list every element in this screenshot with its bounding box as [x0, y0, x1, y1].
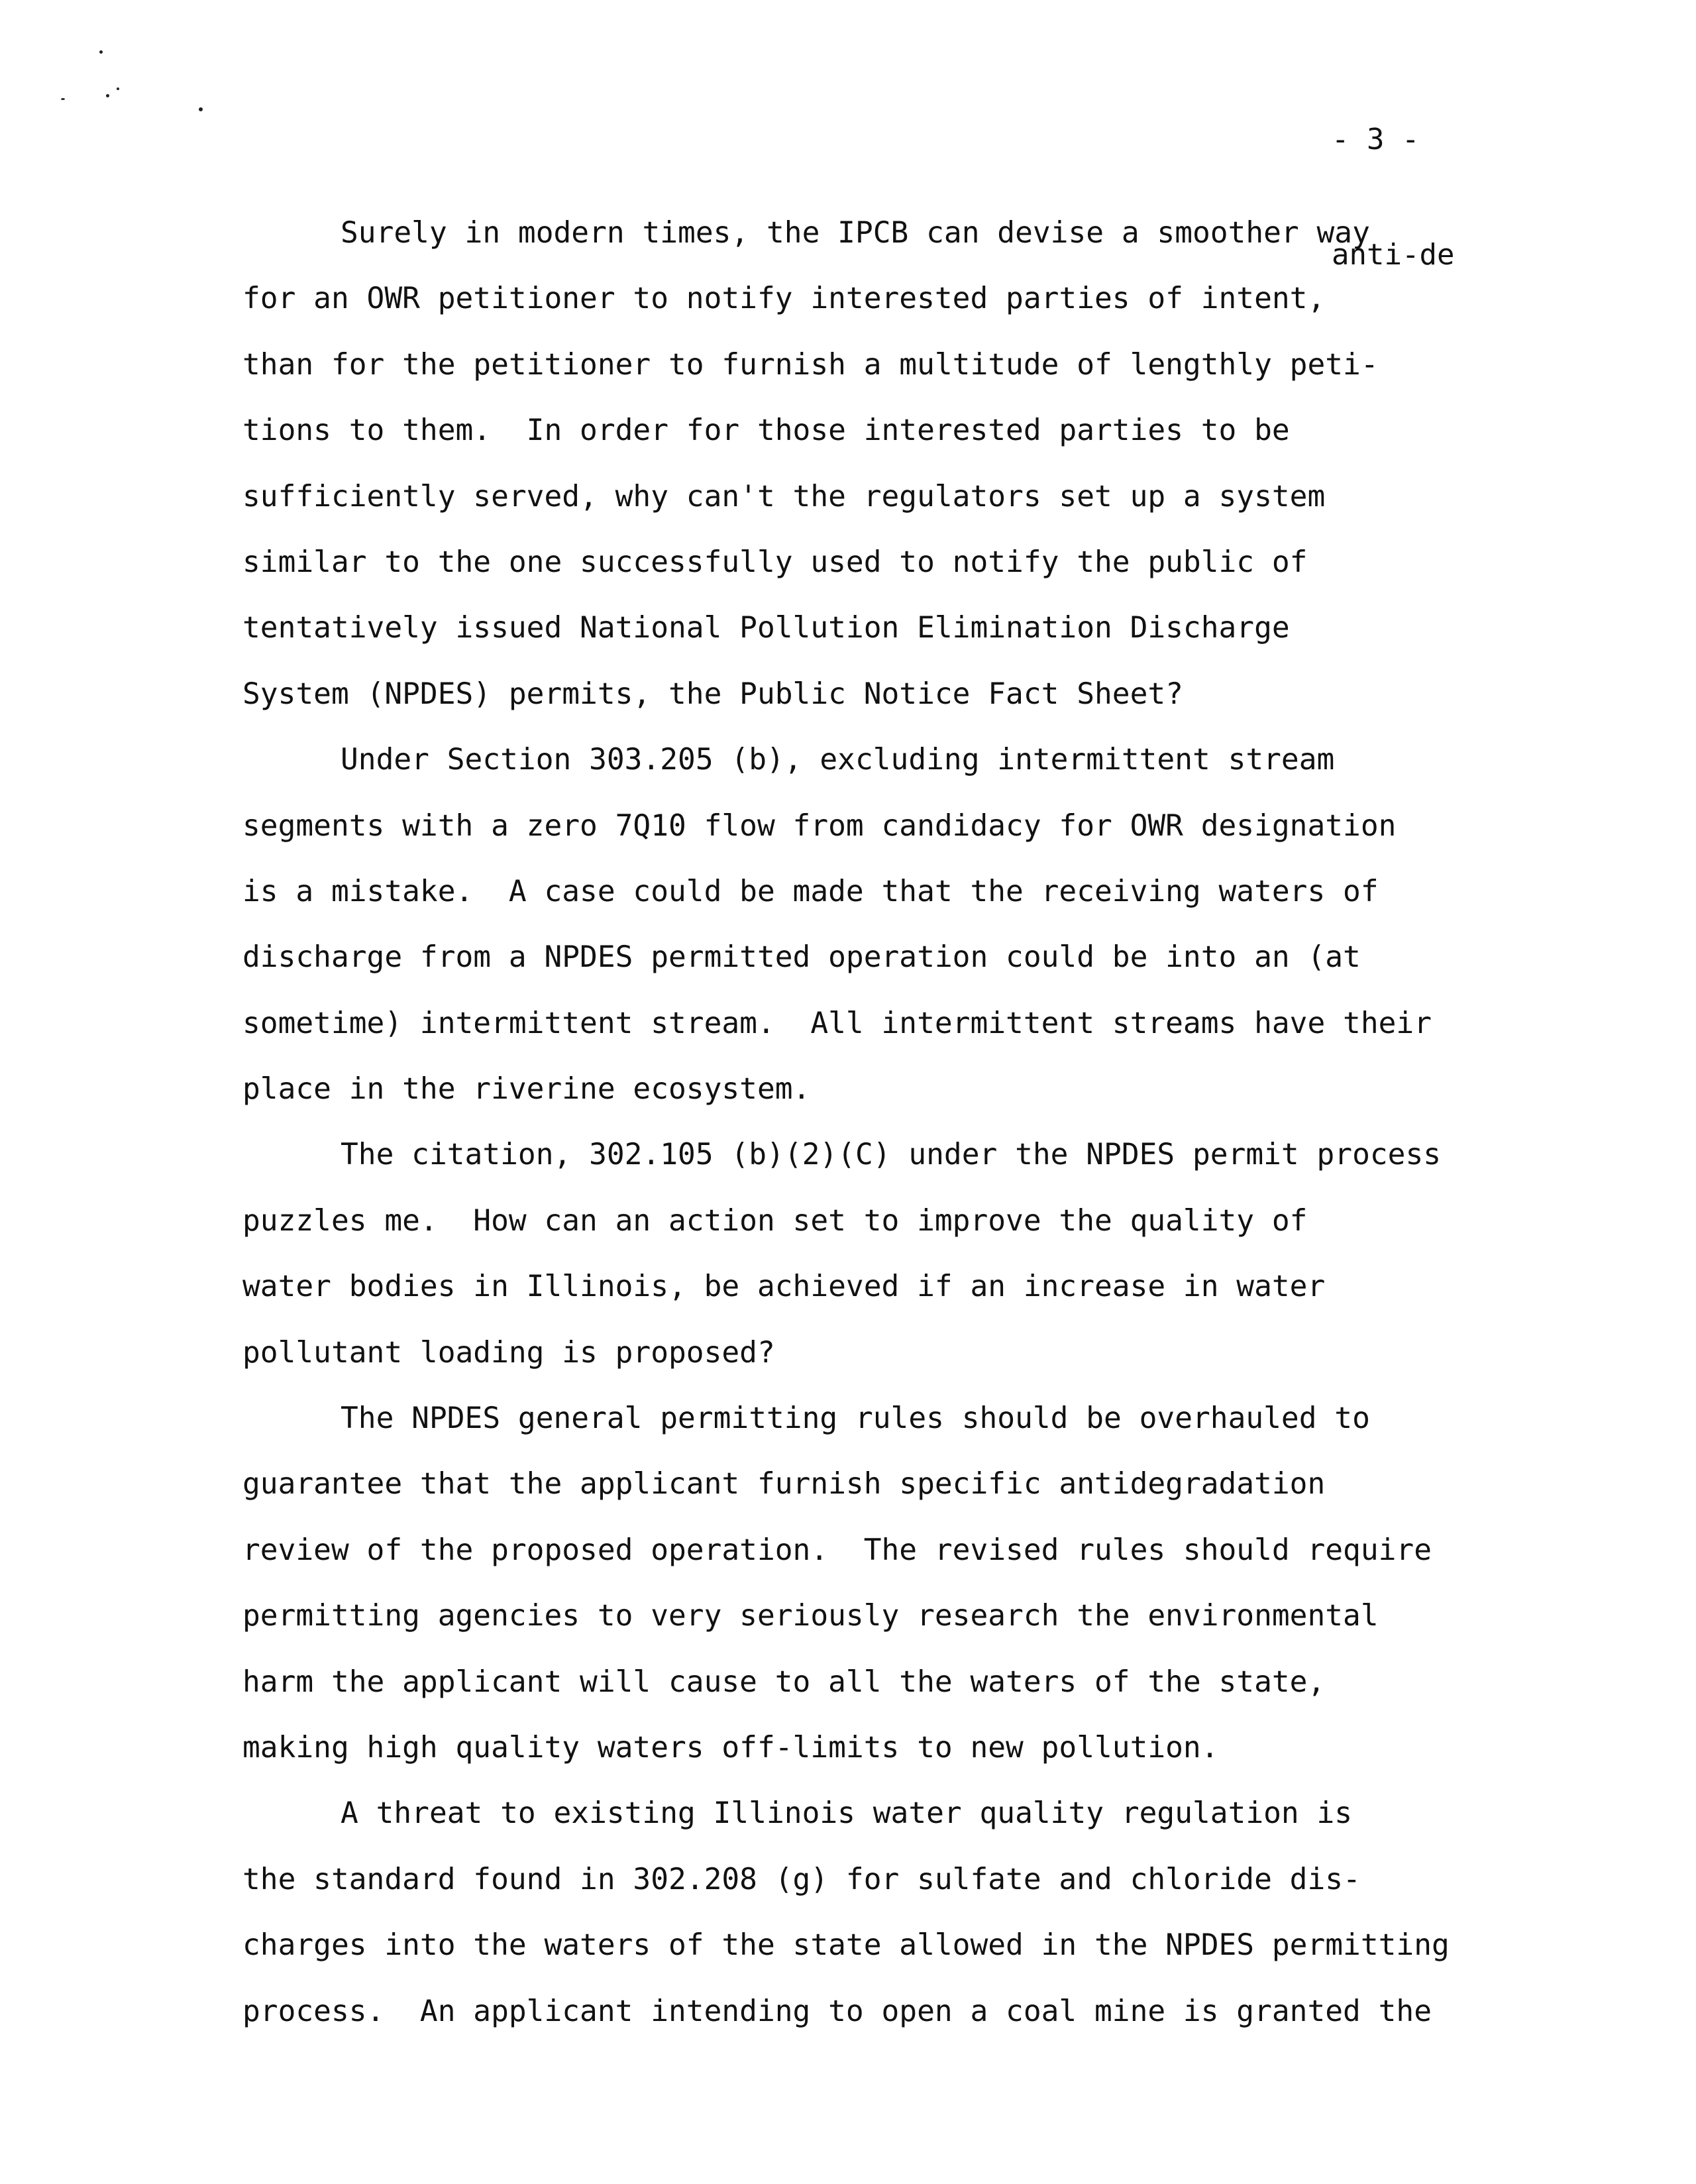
page-number: - 3 - [1332, 123, 1420, 156]
text-line: sometime) intermittent stream. All intermittent streams have their [242, 1006, 1432, 1040]
text-line: is a mistake. A case could be made that the receiving waters of [242, 874, 1379, 908]
text-line: than for the petitioner to furnish a multitude of lengthly peti- [242, 347, 1379, 382]
text-line: charges into the waters of the state allowed in the NPDES permitting [242, 1928, 1450, 1963]
text-line: Surely in modern times, the IPCB can devise a smoother way [341, 216, 1370, 250]
text-line: making high quality waters off-limits to new pollution. [242, 1730, 1219, 1765]
text-line: the standard found in 302.208 (g) for sulfate and chloride dis- [242, 1862, 1361, 1896]
text-line: sufficiently served, why can't the regulators set up a system [242, 479, 1326, 514]
text-line: A threat to existing Illinois water quality regulation is [341, 1796, 1353, 1831]
text-line: tions to them. In order for those interested parties to be [242, 413, 1290, 448]
text-line: review of the proposed operation. The revised rules should require [242, 1533, 1432, 1567]
text-line: permitting agencies to very seriously research the environmental [242, 1599, 1379, 1633]
text-line: pollutant loading is proposed? [242, 1335, 775, 1370]
text-line: System (NPDES) permits, the Public Notice Fact Sheet? [242, 677, 1183, 711]
text-line: process. An applicant intending to open a coal mine is granted the [242, 1994, 1432, 2028]
body-text [242, 200, 1607, 2044]
scan-speck [61, 98, 65, 100]
text-line: similar to the one successfully used to notify the public of [242, 545, 1308, 579]
text-line: The citation, 302.105 (b)(2)(C) under the NPDES permit process [341, 1138, 1442, 1172]
text-line: puzzles me. How can an action set to improve the quality of [242, 1203, 1308, 1238]
text-line: harm the applicant will cause to all the waters of the state, [242, 1665, 1326, 1699]
text-line: water bodies in Illinois, be achieved if an increase in water [242, 1270, 1326, 1304]
scan-speck [106, 94, 109, 97]
text-line: place in the riverine ecosystem. [242, 1072, 811, 1107]
text-line: for an OWR petitioner to notify interested parties of intent, [242, 282, 1326, 316]
text-line: tentatively issued National Pollution Elimination Discharge [242, 611, 1290, 645]
text-line: segments with a zero 7Q10 flow from candidacy for OWR designation [242, 808, 1397, 843]
scan-speck [199, 107, 203, 111]
scan-speck [99, 50, 103, 54]
document-code: anti-de [1332, 238, 1455, 272]
text-line: Under Section 303.205 (b), excluding intermittent stream [341, 743, 1335, 777]
text-line: guarantee that the applicant furnish specific antidegradation [242, 1467, 1326, 1502]
scan-speck [117, 87, 119, 90]
text-line: discharge from a NPDES permitted operation could be into an (at [242, 940, 1361, 975]
text-line: The NPDES general permitting rules should be overhauled to [341, 1401, 1370, 1436]
